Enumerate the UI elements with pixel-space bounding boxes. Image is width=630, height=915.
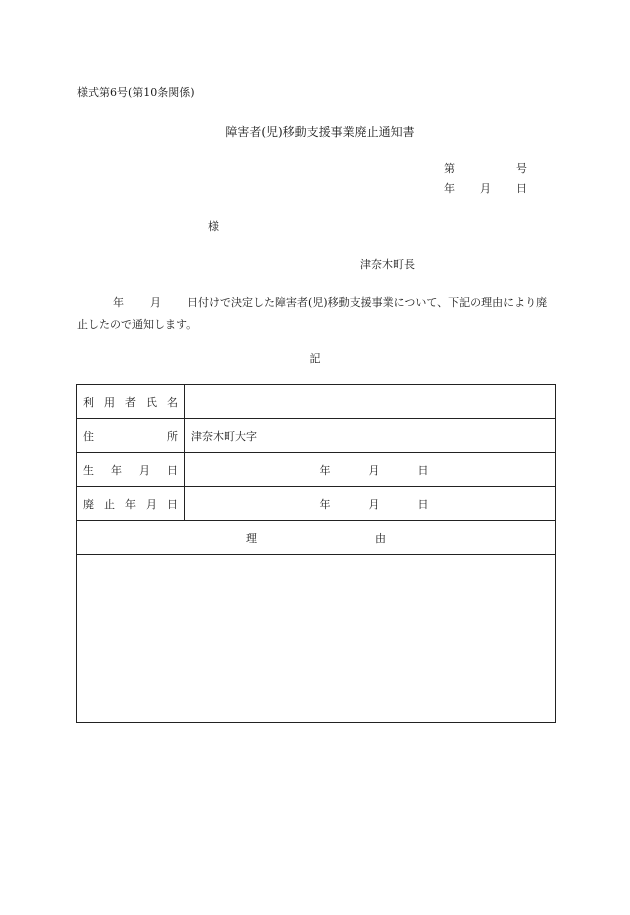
issue-date-year: 年 (444, 182, 455, 195)
document-title: 障害者(児)移動支援事業廃止通知書 (225, 125, 415, 139)
addressee-honorific: 様 (208, 220, 219, 233)
body-text: 日付けで決定した障害者(児)移動支援事業について、下記の理由により廃止したので通知します。 (77, 296, 548, 331)
form-number: 様式第6号(第10条関係) (77, 86, 195, 99)
record-table (76, 384, 556, 723)
label-char: 由 (375, 531, 386, 545)
address-label (77, 419, 185, 453)
reason-field[interactable] (77, 555, 556, 723)
label-char: 月 (139, 463, 150, 477)
document-number-prefix: 第 (444, 162, 455, 175)
abolish-date-label (77, 487, 185, 521)
label-char: 生 (83, 463, 94, 477)
label-char: 月 (146, 497, 157, 511)
notice-body (77, 292, 555, 336)
user-name-label (77, 385, 185, 419)
label-char: 止 (104, 497, 115, 511)
reason-label (77, 521, 556, 555)
user-name-field[interactable] (185, 385, 556, 419)
label-char: 者 (125, 395, 136, 409)
table-row-reason-head (77, 521, 556, 555)
table-row-abolish-date (77, 487, 556, 521)
document-number-suffix: 号 (516, 162, 527, 175)
issue-date-day: 日 (516, 182, 527, 195)
label-char: 用 (104, 395, 115, 409)
label-char: 日 (167, 497, 178, 511)
abolish-day: 日 (417, 497, 429, 511)
label-char: 利 (83, 395, 94, 409)
table-row-user-name (77, 385, 556, 419)
body-year: 年 (113, 296, 124, 309)
birth-day: 日 (417, 463, 429, 477)
birth-year: 年 (319, 463, 331, 477)
ki-heading: 記 (309, 352, 321, 365)
abolish-month: 月 (368, 497, 380, 511)
label-char: 名 (167, 395, 178, 409)
label-char: 理 (246, 531, 257, 545)
abolish-year: 年 (319, 497, 331, 511)
birth-date-field[interactable] (185, 453, 556, 487)
issue-date-month: 月 (480, 182, 491, 195)
label-char: 年 (111, 463, 122, 477)
issuer-name: 津奈木町長 (360, 258, 415, 271)
label-char: 住 (83, 429, 94, 443)
table-row-birth-date (77, 453, 556, 487)
birth-date-label (77, 453, 185, 487)
label-char: 日 (167, 463, 178, 477)
address-field[interactable]: 津奈木町大字 (185, 419, 556, 453)
birth-month: 月 (368, 463, 380, 477)
table-row-address (77, 419, 556, 453)
label-char: 年 (125, 497, 136, 511)
label-char: 廃 (83, 497, 94, 511)
label-char: 所 (167, 429, 178, 443)
table-row-reason-body (77, 555, 556, 723)
abolish-date-field[interactable] (185, 487, 556, 521)
label-char: 氏 (146, 395, 157, 409)
body-month: 月 (150, 296, 161, 309)
